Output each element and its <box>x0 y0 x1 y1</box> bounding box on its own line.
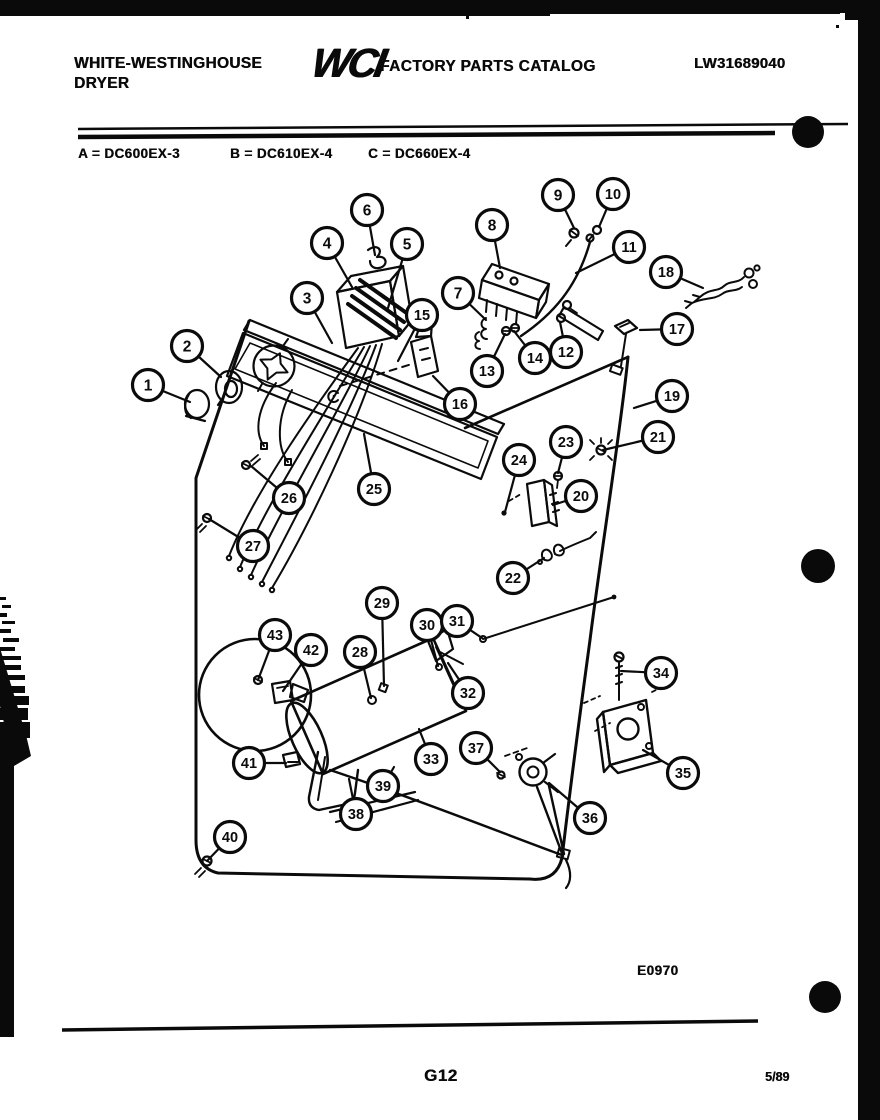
blower-housing <box>199 639 311 751</box>
callout-43 <box>260 620 291 651</box>
callout-10 <box>598 179 629 210</box>
callout-26 <box>274 483 305 514</box>
svg-text:34: 34 <box>652 666 670 683</box>
callout-30 <box>412 610 443 641</box>
callout-6 <box>352 195 383 226</box>
callout-15 <box>407 300 438 331</box>
diagram-code: E0970 <box>637 963 679 978</box>
svg-text:7: 7 <box>453 285 463 303</box>
svg-text:30: 30 <box>418 618 436 635</box>
callout-14 <box>520 343 551 374</box>
callout-9 <box>543 180 574 211</box>
brand-line2: DRYER <box>74 75 130 92</box>
callout-41 <box>234 748 265 779</box>
svg-text:18: 18 <box>657 265 675 282</box>
svg-text:35: 35 <box>674 766 692 783</box>
svg-text:24: 24 <box>510 453 528 470</box>
svg-text:5: 5 <box>402 236 412 254</box>
svg-text:11: 11 <box>621 240 637 257</box>
console-wire <box>521 242 590 336</box>
callout-18 <box>651 257 682 288</box>
svg-text:9: 9 <box>553 187 563 205</box>
svg-text:4: 4 <box>322 235 332 253</box>
svg-text:21: 21 <box>649 430 667 447</box>
svg-text:25: 25 <box>365 482 383 499</box>
binder-holes <box>792 116 841 1013</box>
callout-17 <box>662 314 693 345</box>
callout-20 <box>566 481 597 512</box>
svg-text:17: 17 <box>668 322 686 339</box>
callout-25 <box>359 474 390 505</box>
blower-clamp <box>272 681 293 703</box>
svg-text:16: 16 <box>451 397 469 414</box>
svg-text:1: 1 <box>143 377 153 395</box>
bracket-dash-lines <box>584 685 666 731</box>
callout-31 <box>442 606 473 637</box>
callout-38 <box>341 799 372 830</box>
svg-text:36: 36 <box>581 811 599 828</box>
svg-text:3: 3 <box>302 290 312 308</box>
scan-artifact-right-strip <box>858 13 880 1120</box>
scan-artifact-left-strip <box>0 597 31 1037</box>
callout-circles <box>133 179 699 853</box>
wire-leads <box>685 265 760 308</box>
model-c: C = DC660EX-4 <box>368 146 471 161</box>
svg-text:14: 14 <box>526 351 544 368</box>
callout-33 <box>416 744 447 775</box>
jumper-wires <box>538 532 596 564</box>
callout-36 <box>575 803 606 834</box>
callout-23 <box>551 427 582 458</box>
small-screw <box>554 472 562 488</box>
callout-16 <box>445 389 476 420</box>
callout-2 <box>172 331 203 362</box>
callout-29 <box>367 588 398 619</box>
svg-text:27: 27 <box>244 539 262 556</box>
svg-text:37: 37 <box>467 741 485 758</box>
svg-text:29: 29 <box>373 596 391 613</box>
callout-1 <box>133 370 164 401</box>
callout-5 <box>392 229 423 260</box>
model-a: A = DC600EX-3 <box>78 146 180 161</box>
push-to-start-switch <box>475 264 549 349</box>
svg-text:13: 13 <box>478 364 496 381</box>
callout-34 <box>646 658 677 689</box>
svg-text:32: 32 <box>459 686 477 703</box>
svg-text:23: 23 <box>557 435 575 452</box>
svg-text:43: 43 <box>266 628 284 645</box>
footer-rule <box>62 1021 758 1030</box>
callout-3 <box>292 283 323 314</box>
svg-text:38: 38 <box>347 807 365 824</box>
svg-text:33: 33 <box>422 752 440 769</box>
svg-text:20: 20 <box>572 489 590 506</box>
rivet-dash <box>509 494 521 501</box>
binder-hole-top <box>792 116 824 148</box>
svg-text:6: 6 <box>362 202 372 220</box>
svg-text:39: 39 <box>374 779 392 796</box>
svg-text:41: 41 <box>240 756 258 773</box>
header-rule-thin <box>78 124 848 129</box>
panel-screw-lower <box>196 514 211 532</box>
svg-text:2: 2 <box>182 338 192 356</box>
svg-text:8: 8 <box>487 217 497 235</box>
callout-22 <box>498 563 529 594</box>
svg-text:22: 22 <box>504 571 522 588</box>
document-number: LW31689040 <box>694 55 786 72</box>
callout-39 <box>368 771 399 802</box>
svg-text:15: 15 <box>413 308 431 325</box>
callout-40 <box>215 822 246 853</box>
callout-37 <box>461 733 492 764</box>
callout-28 <box>345 637 376 668</box>
page-rules <box>62 124 848 1030</box>
svg-text:12: 12 <box>557 345 575 362</box>
knob <box>185 390 209 421</box>
catalog-title: FACTORY PARTS CATALOG <box>380 58 596 75</box>
date-code: 5/89 <box>765 1070 790 1084</box>
ground-clip <box>368 247 386 268</box>
binder-hole-middle <box>801 549 835 583</box>
mounting-bracket <box>597 700 661 773</box>
callout-7 <box>443 278 474 309</box>
callout-24 <box>504 445 535 476</box>
callout-21 <box>643 422 674 453</box>
svg-text:31: 31 <box>448 614 466 631</box>
timer-shaft-hole <box>254 346 295 387</box>
callout-19 <box>657 381 688 412</box>
model-b: B = DC610EX-4 <box>230 146 333 161</box>
wci-logo: WCI <box>308 40 387 86</box>
bracket-screw <box>615 653 624 701</box>
brand-line1: WHITE-WESTINGHOUSE <box>74 55 262 72</box>
svg-text:42: 42 <box>302 643 320 660</box>
callout-8 <box>477 210 508 241</box>
svg-text:40: 40 <box>221 830 239 847</box>
idler-screw <box>497 772 505 779</box>
callout-12 <box>551 337 582 368</box>
console-screws <box>566 226 601 246</box>
callout-32 <box>453 678 484 709</box>
svg-text:28: 28 <box>351 645 369 662</box>
scan-artifact-top-bar <box>0 0 880 28</box>
console-end-bracket <box>557 301 603 340</box>
svg-text:26: 26 <box>280 491 298 508</box>
page-number: G12 <box>424 1066 458 1085</box>
callout-13 <box>472 356 503 387</box>
header-rule-thick <box>78 133 775 137</box>
switch-plate <box>527 480 559 526</box>
svg-text:10: 10 <box>604 187 622 204</box>
binder-hole-bottom <box>809 981 841 1013</box>
callout-27 <box>238 531 269 562</box>
callout-4 <box>312 228 343 259</box>
callout-35 <box>668 758 699 789</box>
svg-text:19: 19 <box>663 389 681 406</box>
callout-11 <box>614 232 645 263</box>
callout-42 <box>296 635 327 666</box>
